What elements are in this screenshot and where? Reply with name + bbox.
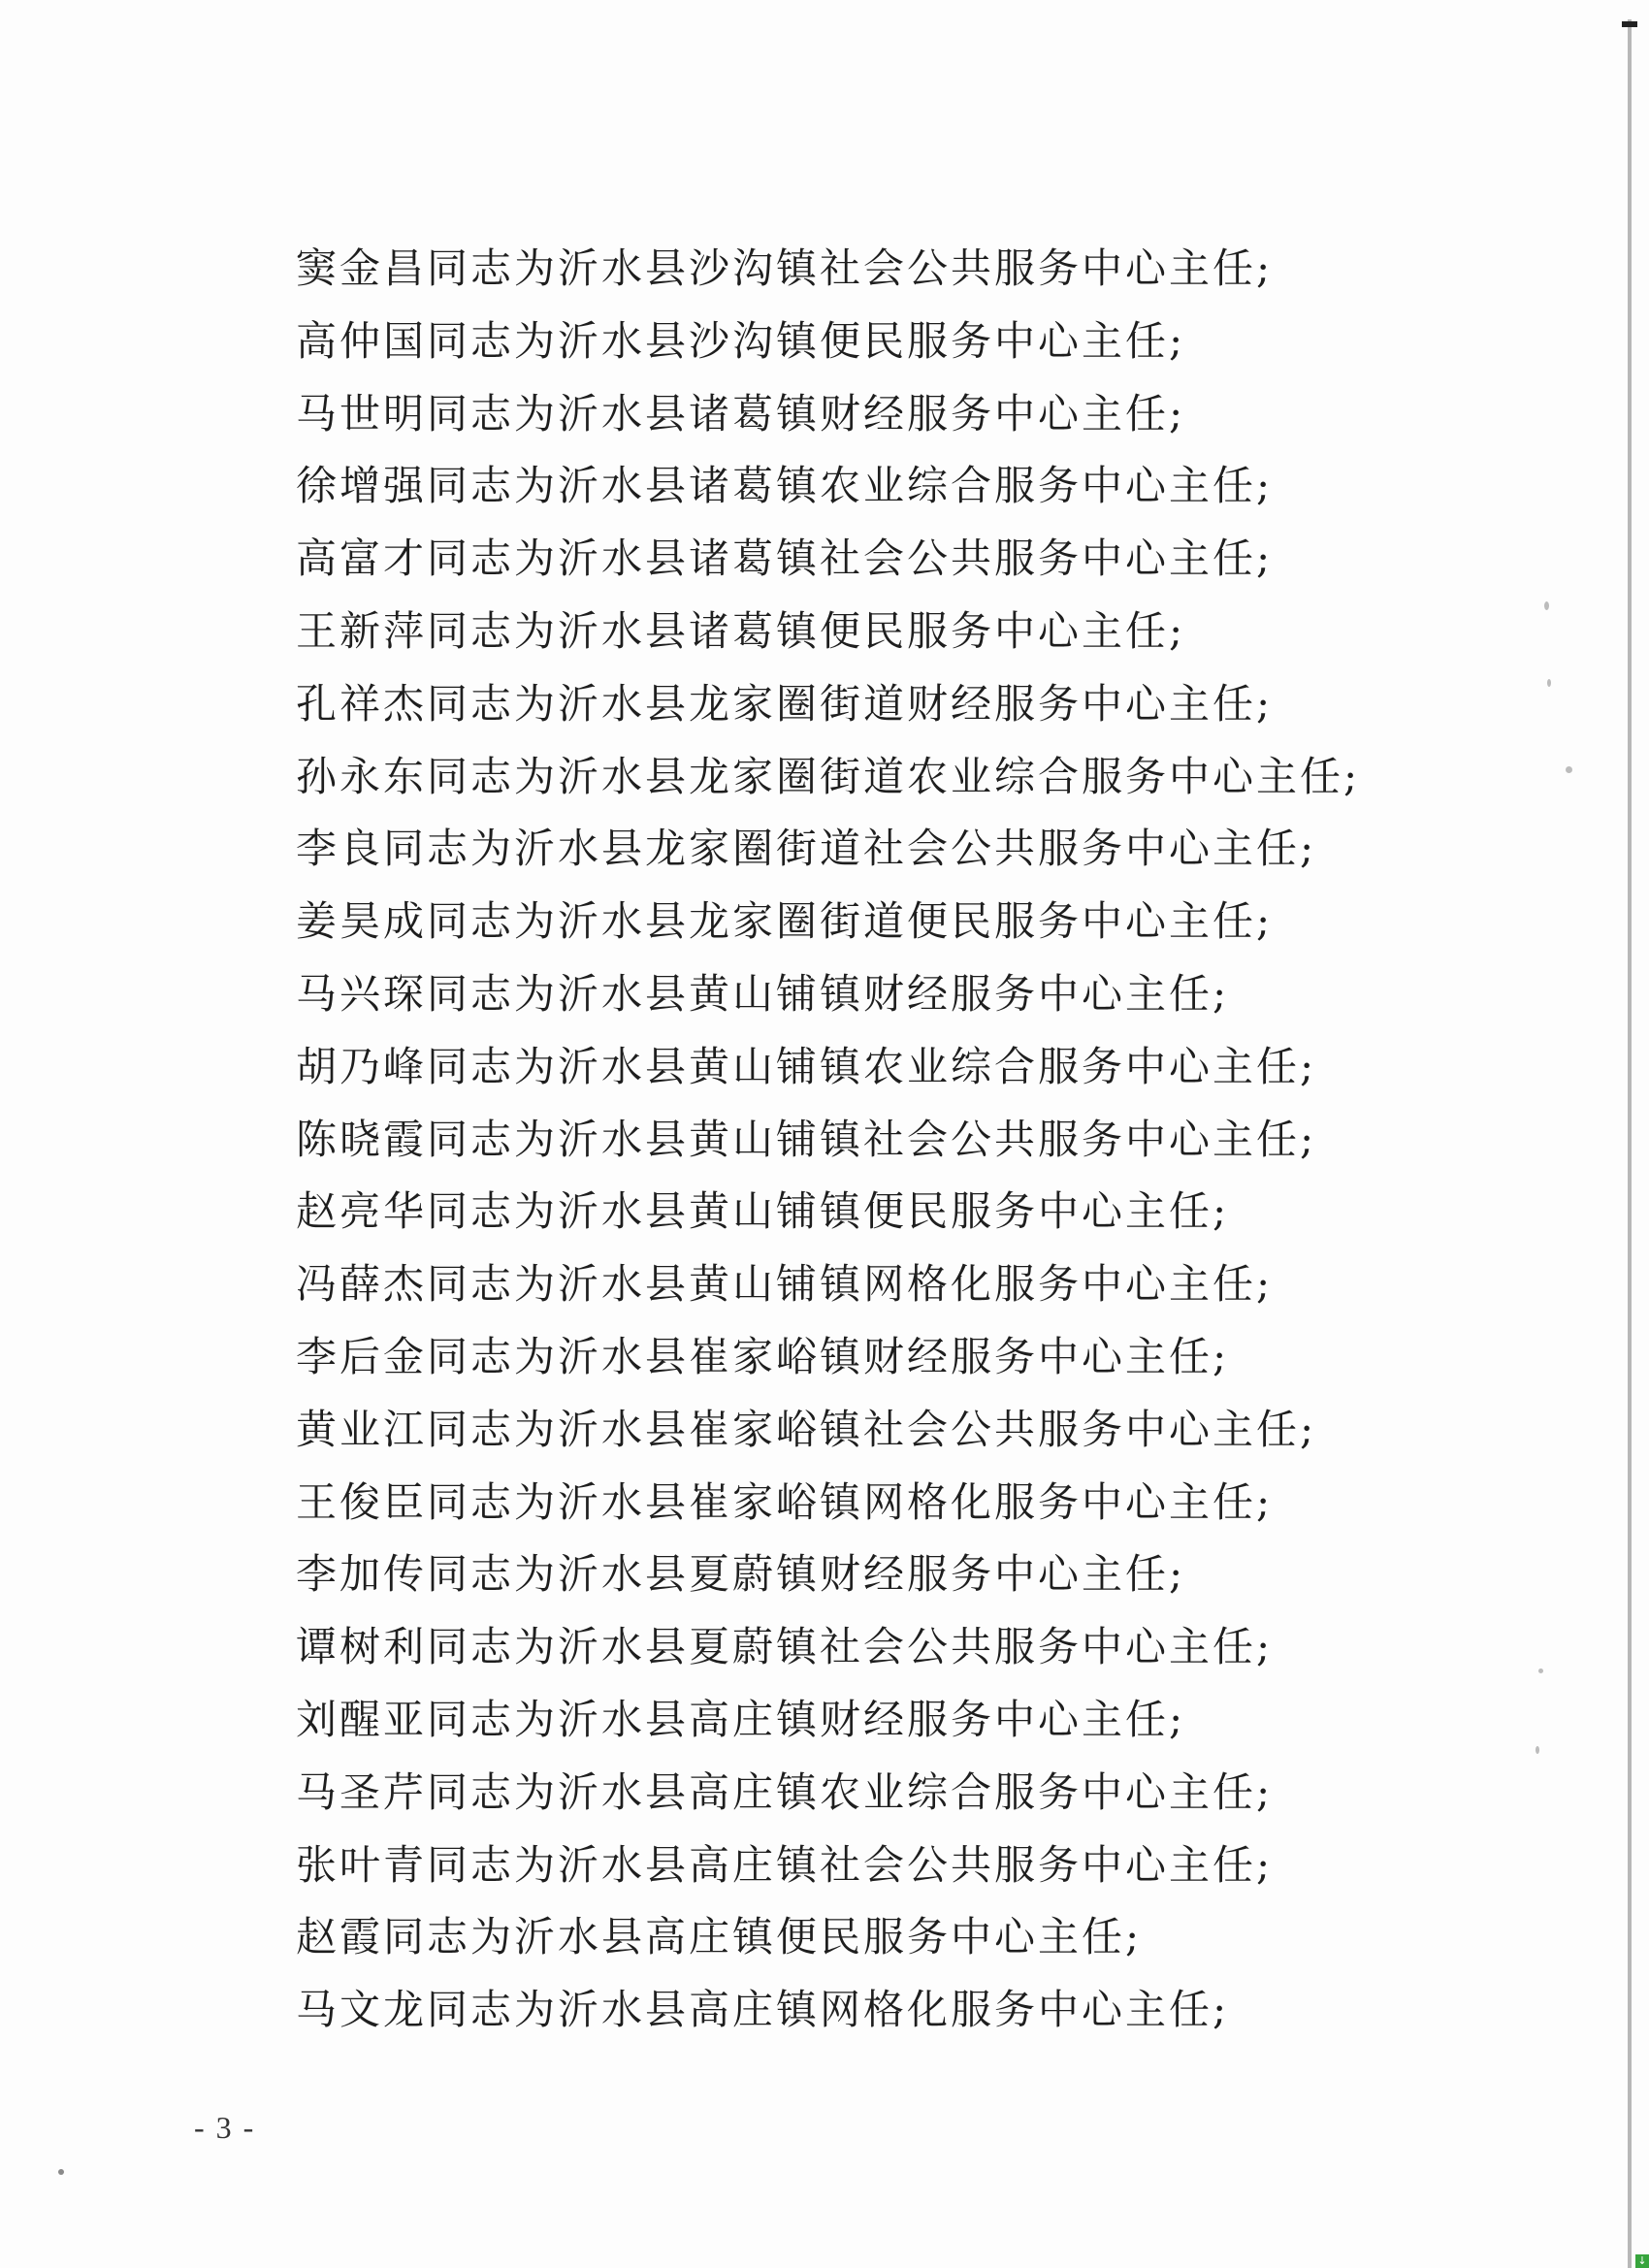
appointment-line: 窦金昌同志为沂水县沙沟镇社会公共服务中心主任; [296,244,1274,292]
scan-speck [1544,601,1549,610]
appointment-line: 马世明同志为沂水县诸葛镇财经服务中心主任; [296,389,1186,437]
appointment-list [296,241,1411,2055]
scan-speck [1536,1746,1539,1754]
appointment-line: 李后金同志为沂水县崔家峪镇财经服务中心主任; [296,1332,1230,1380]
appointment-line: 王新萍同志为沂水县诸葛镇便民服务中心主任; [296,606,1186,655]
appointment-line: 马圣芹同志为沂水县高庄镇农业综合服务中心主任; [296,1767,1274,1816]
appointment-line: 张叶青同志为沂水县高庄镇社会公共服务中心主任; [296,1840,1274,1889]
appointment-line: 谭树利同志为沂水县夏蔚镇社会公共服务中心主任; [296,1623,1274,1671]
appointment-line: 胡乃峰同志为沂水县黄山铺镇农业综合服务中心主任; [296,1042,1317,1090]
appointment-line: 马兴琛同志为沂水县黄山铺镇财经服务中心主任; [296,969,1230,1018]
appointment-line: 徐增强同志为沂水县诸葛镇农业综合服务中心主任; [296,462,1274,510]
scan-edge-line [1628,19,1632,2268]
download-icon[interactable]: ↓ [1635,2254,1649,2268]
appointment-line: 赵亮华同志为沂水县黄山铺镇便民服务中心主任; [296,1187,1230,1236]
appointment-line: 马文龙同志为沂水县高庄镇网格化服务中心主任; [296,1986,1230,2034]
appointment-line: 孙永东同志为沂水县龙家圈街道农业综合服务中心主任; [296,752,1361,800]
appointment-line: 高富才同志为沂水县诸葛镇社会公共服务中心主任; [296,535,1274,583]
page-number: - 3 - [194,2110,256,2145]
appointment-line: 冯薛杰同志为沂水县黄山铺镇网格化服务中心主任; [296,1260,1274,1309]
appointment-line: 李良同志为沂水县龙家圈街道社会公共服务中心主任; [296,825,1317,873]
appointment-line: 李加传同志为沂水县夏蔚镇财经服务中心主任; [296,1550,1186,1599]
appointment-line: 刘醒亚同志为沂水县高庄镇财经服务中心主任; [296,1695,1186,1743]
scan-speck [1566,766,1572,773]
scan-edge-mark [1622,21,1637,27]
appointment-line: 陈晓霞同志为沂水县黄山铺镇社会公共服务中心主任; [296,1115,1317,1163]
scan-speck [1538,1669,1543,1673]
scan-speck [1547,679,1551,687]
appointment-line: 高仲国同志为沂水县沙沟镇便民服务中心主任; [296,316,1186,365]
scan-speck [58,2169,64,2175]
appointment-line: 赵霞同志为沂水县高庄镇便民服务中心主任; [296,1913,1143,1961]
appointment-line: 黄业江同志为沂水县崔家峪镇社会公共服务中心主任; [296,1405,1317,1453]
appointment-line: 姜昊成同志为沂水县龙家圈街道便民服务中心主任; [296,897,1274,946]
appointment-line: 王俊臣同志为沂水县崔家峪镇网格化服务中心主任; [296,1477,1274,1526]
appointment-line: 孔祥杰同志为沂水县龙家圈街道财经服务中心主任; [296,679,1274,728]
